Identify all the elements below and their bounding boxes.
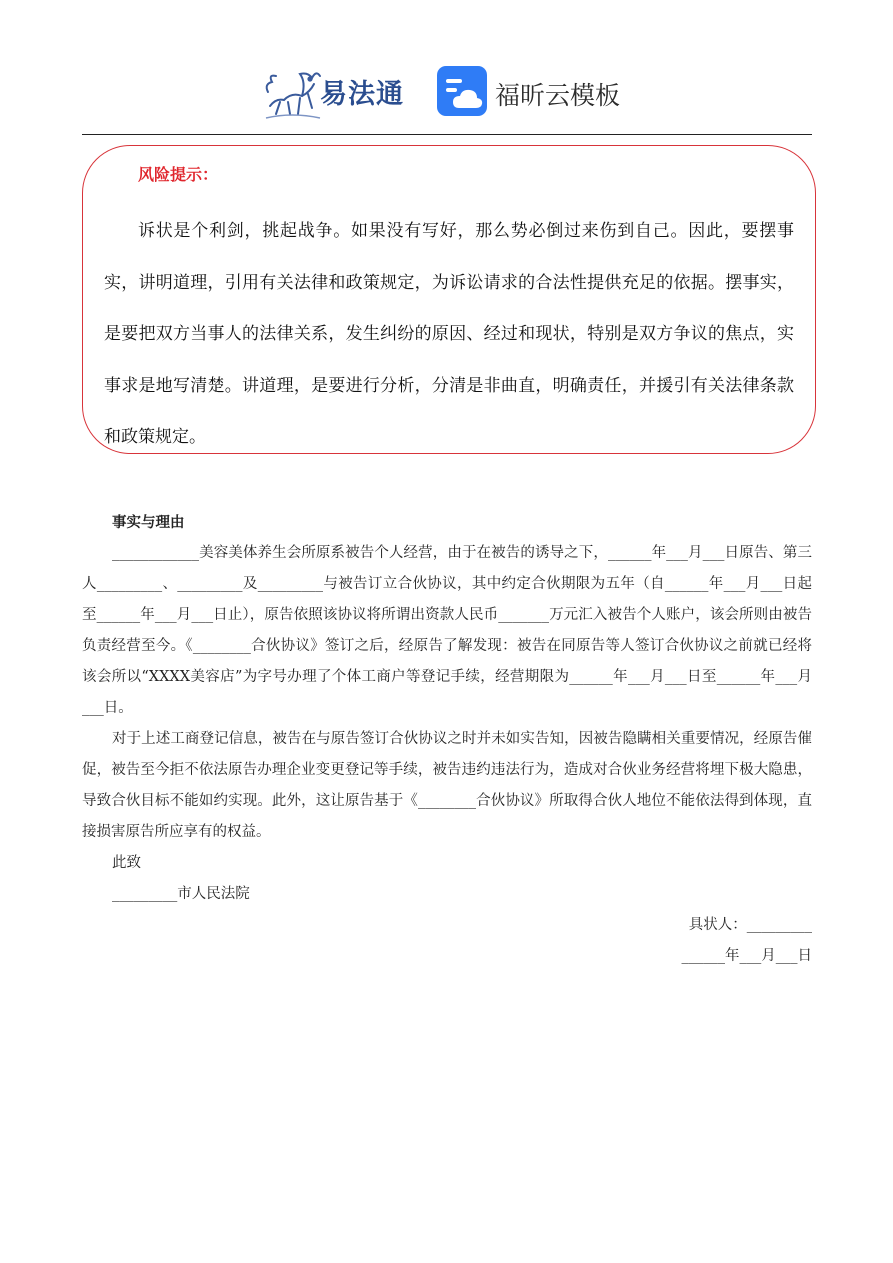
qilin-emblem-icon <box>262 62 322 120</box>
date-line: ______年___月___日 <box>681 948 812 964</box>
risk-notice-title: 风险提示： <box>138 165 219 184</box>
yifatong-logo <box>262 62 412 120</box>
foxit-template-logo <box>437 66 637 118</box>
risk-notice-body: 诉状是个利剑，挑起战争。如果没有写好，那么势必倒过来伤到自己。因此，要摆事实，讲明道理，引用有关法律和政策规定，为诉讼请求的合法性提供充足的依据。摆事实，是要把双方当事人的法律关系，发生纠纷的原因、经过和现状，特别是双方争议的焦点，实事求是地写清楚。讲道理，是要进行分析，分清是非曲直，明确责任，并援引有关法律条款和政策规定。 <box>104 221 794 447</box>
closing-salutation: 此致 <box>112 855 141 871</box>
header-divider <box>82 134 812 135</box>
risk-notice-box <box>82 145 816 454</box>
section-title: 事实与理由 <box>112 514 185 531</box>
yifatong-logo-text: 易法通 <box>320 79 404 110</box>
facts-paragraph-2: 对于上述工商登记信息，被告在与原告签订合伙协议之时并未如实告知，因被告隐瞒相关重要情况，经原告催促，被告至今拒不依法原告办理企业变更登记等手续，被告违约违法行为，造成对合伙业务经营将埋下极大隐患，导致合伙目标不能如约实现。此外，这让原告基于《________合伙协议》所取得合伙人地位不能依法得到体现，直接损害原告所应享有的权益。 <box>82 731 812 840</box>
page-header <box>0 56 893 126</box>
court-name: _________市人民法院 <box>112 886 250 902</box>
complaint-document <box>82 507 812 972</box>
foxit-cloud-icon <box>437 66 487 116</box>
facts-paragraph-1: ____________美容美体养生会所原系被告个人经营，由于在被告的诱导之下，______年___月___日原告、第三人_________、_________及_________与被告订立合伙协议，其中约定合伙期限为五年（自______年___月___日起至______年___月___日止），原告依照该协议将所谓出资款人民币_______万元汇入被告个人账户，该会所则由被告负责经营至今。《________合伙协议》签订之后，经原告了解发现：被告在同原告等人签订合伙协议之前就已经将该会所以“XXXX美容店”为字号办理了个体工商户等登记手续，经营期限为______年___月___日至______年___月___日。 <box>82 545 812 716</box>
signer-line: 具状人：_________ <box>688 917 812 933</box>
foxit-template-logo-text: 福昕云模板 <box>495 81 621 110</box>
